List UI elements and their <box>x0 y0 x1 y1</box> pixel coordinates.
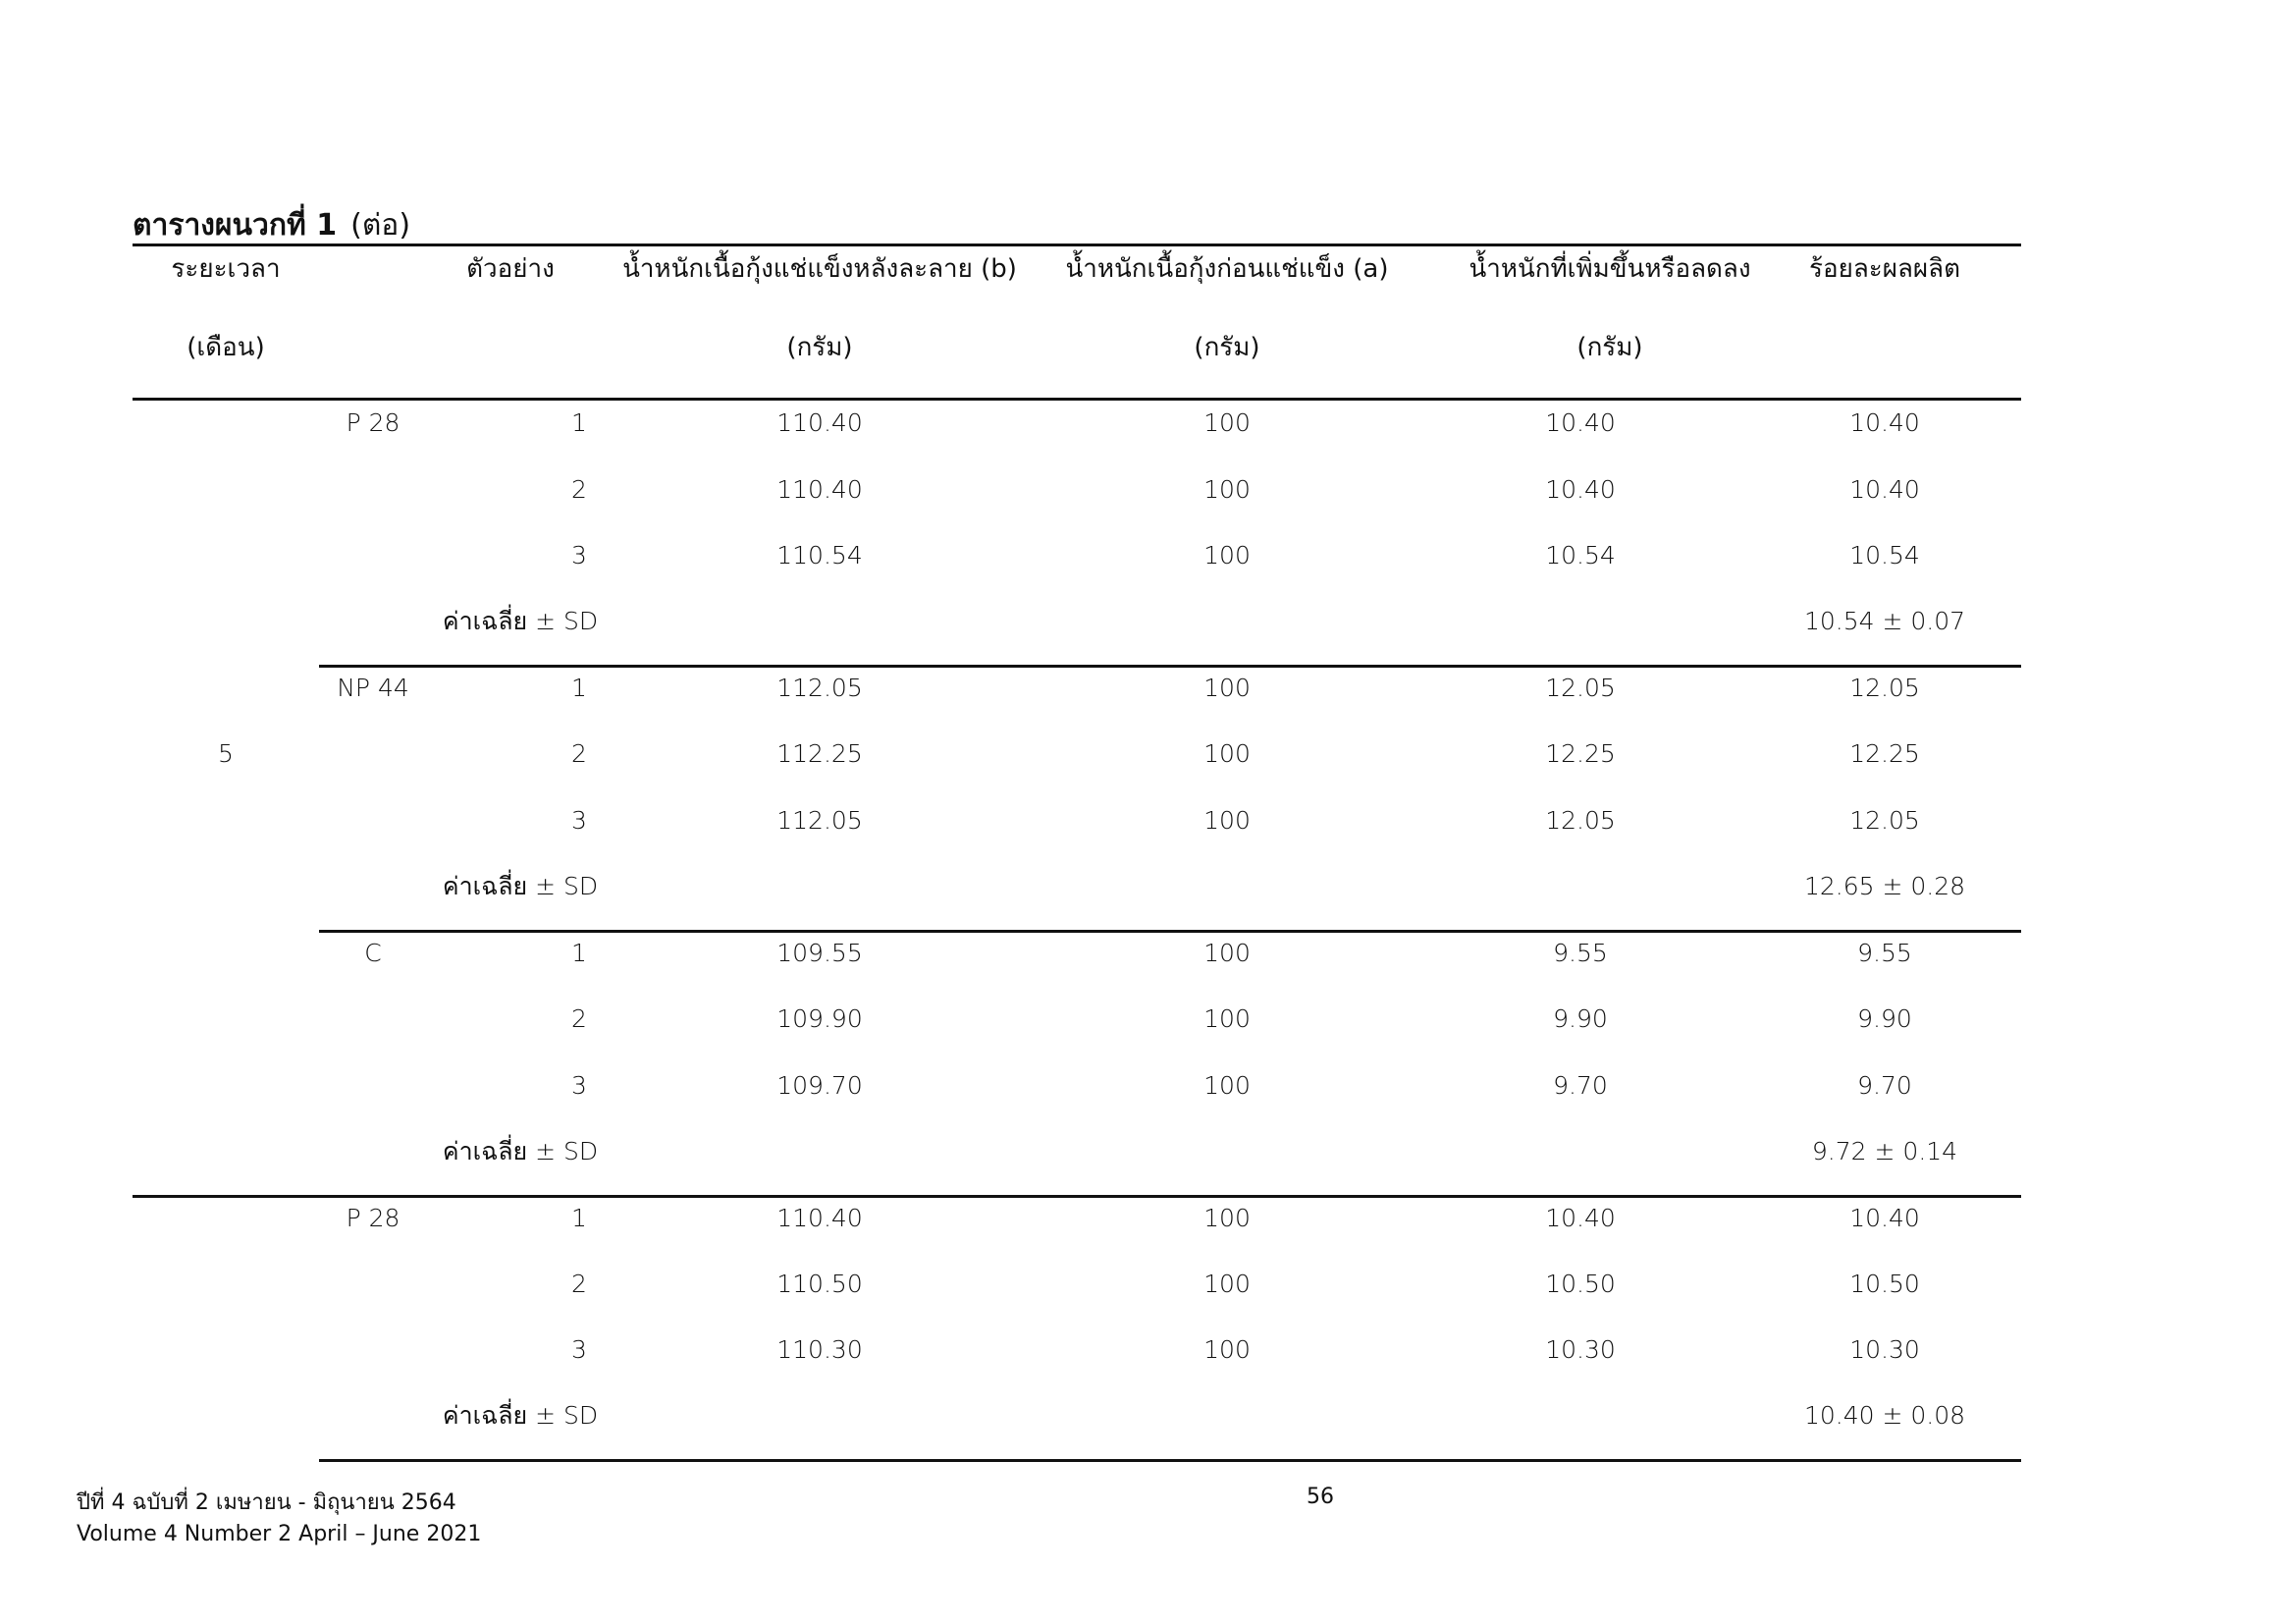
rep-number: 1 <box>571 408 587 437</box>
footer-issue-thai: ปีที่ 4 ฉบับที่ 2 เมษายน - มิถุนายน 2564 <box>77 1490 456 1515</box>
rep-number: 2 <box>571 1270 587 1298</box>
change-value: 12.25 <box>1545 739 1616 768</box>
after-thaw-value: 110.54 <box>776 541 863 569</box>
before-freeze-value: 100 <box>1203 1204 1251 1232</box>
before-freeze-value: 100 <box>1203 1335 1251 1364</box>
before-freeze-value: 100 <box>1203 408 1251 437</box>
rep-number: 3 <box>571 1335 587 1364</box>
change-value: 9.70 <box>1553 1071 1608 1100</box>
header-change-unit: (กรัม) <box>1576 333 1643 362</box>
after-thaw-value: 110.40 <box>776 1204 863 1232</box>
group-divider <box>319 930 2021 933</box>
before-freeze-value: 100 <box>1203 739 1251 768</box>
before-freeze-value: 100 <box>1203 674 1251 702</box>
header-period-unit: (เดือน) <box>187 333 265 362</box>
yield-value: 10.50 <box>1849 1270 1920 1298</box>
after-thaw-value: 109.90 <box>776 1004 863 1033</box>
before-freeze-value: 100 <box>1203 475 1251 504</box>
change-value: 10.40 <box>1545 1204 1616 1232</box>
before-freeze-value: 100 <box>1203 939 1251 967</box>
mean-value: 9.72 ± 0.14 <box>1811 1137 1958 1165</box>
header-after-thaw-unit: (กรัม) <box>786 333 853 362</box>
change-value: 9.90 <box>1553 1004 1608 1033</box>
mean-value: 10.54 ± 0.07 <box>1803 607 1966 635</box>
after-thaw-value: 109.55 <box>776 939 863 967</box>
header-change: น้ำหนักที่เพิ่มขึ้นหรือลดลง <box>1468 254 1751 284</box>
before-freeze-value: 100 <box>1203 1004 1251 1033</box>
change-value: 10.40 <box>1545 475 1616 504</box>
change-value: 12.05 <box>1545 806 1616 835</box>
group-divider <box>319 665 2021 668</box>
yield-value: 10.54 <box>1849 541 1920 569</box>
header-yield: ร้อยละผลผลิต <box>1809 254 1960 284</box>
table-bottom-rule <box>319 1459 2021 1462</box>
header-before-freeze: น้ำหนักเนื้อกุ้งก่อนแช่แข็ง (a) <box>1065 254 1389 284</box>
header-before-freeze-unit: (กรัม) <box>1194 333 1260 362</box>
after-thaw-value: 110.40 <box>776 408 863 437</box>
yield-value: 12.05 <box>1849 674 1920 702</box>
change-value: 12.05 <box>1545 674 1616 702</box>
after-thaw-value: 112.25 <box>776 739 863 768</box>
rep-number: 3 <box>571 1071 587 1100</box>
mean-label: ค่าเฉลี่ย ± SD <box>442 607 599 635</box>
caption-continued: (ต่อ) <box>350 208 411 243</box>
mean-label: ค่าเฉลี่ย ± SD <box>442 1137 599 1165</box>
before-freeze-value: 100 <box>1203 1270 1251 1298</box>
mean-label: ค่าเฉลี่ย ± SD <box>442 872 599 900</box>
group-name: NP 44 <box>337 674 409 702</box>
yield-value: 10.30 <box>1849 1335 1920 1364</box>
yield-value: 9.70 <box>1857 1071 1912 1100</box>
yield-value: 9.55 <box>1857 939 1912 967</box>
header-after-thaw: น้ำหนักเนื้อกุ้งแช่แข็งหลังละลาย (b) <box>622 254 1017 284</box>
change-value: 10.40 <box>1545 408 1616 437</box>
after-thaw-value: 109.70 <box>776 1071 863 1100</box>
rep-number: 2 <box>571 739 587 768</box>
rep-number: 1 <box>571 939 587 967</box>
group-name: C <box>364 939 382 967</box>
header-bottom-rule <box>133 398 2021 401</box>
yield-value: 10.40 <box>1849 475 1920 504</box>
change-value: 10.54 <box>1545 541 1616 569</box>
rep-number: 1 <box>571 674 587 702</box>
mean-label: ค่าเฉลี่ย ± SD <box>442 1401 599 1430</box>
header-period: ระยะเวลา <box>171 254 281 284</box>
page-number: 56 <box>1307 1485 1334 1509</box>
table-top-rule <box>133 244 2021 246</box>
caption-title: ตารางผนวกที่ 1 <box>133 208 338 243</box>
change-value: 10.50 <box>1545 1270 1616 1298</box>
rep-number: 2 <box>571 475 587 504</box>
yield-value: 12.05 <box>1849 806 1920 835</box>
header-sample: ตัวอย่าง <box>466 254 555 284</box>
after-thaw-value: 110.30 <box>776 1335 863 1364</box>
rep-number: 3 <box>571 806 587 835</box>
group-name: P 28 <box>346 1204 400 1232</box>
yield-value: 9.90 <box>1857 1004 1912 1033</box>
yield-value: 12.25 <box>1849 739 1920 768</box>
after-thaw-value: 112.05 <box>776 806 863 835</box>
after-thaw-value: 110.40 <box>776 475 863 504</box>
rep-number: 3 <box>571 541 587 569</box>
group-name: P 28 <box>346 408 400 437</box>
yield-value: 10.40 <box>1849 408 1920 437</box>
period-value: 5 <box>218 739 234 768</box>
after-thaw-value: 110.50 <box>776 1270 863 1298</box>
before-freeze-value: 100 <box>1203 806 1251 835</box>
period-divider <box>133 1195 2021 1198</box>
before-freeze-value: 100 <box>1203 1071 1251 1100</box>
change-value: 9.55 <box>1553 939 1608 967</box>
table-caption <box>133 202 410 248</box>
rep-number: 2 <box>571 1004 587 1033</box>
yield-value: 10.40 <box>1849 1204 1920 1232</box>
change-value: 10.30 <box>1545 1335 1616 1364</box>
mean-value: 12.65 ± 0.28 <box>1803 872 1966 900</box>
before-freeze-value: 100 <box>1203 541 1251 569</box>
mean-value: 10.40 ± 0.08 <box>1803 1401 1966 1430</box>
rep-number: 1 <box>571 1204 587 1232</box>
after-thaw-value: 112.05 <box>776 674 863 702</box>
footer-issue-english: Volume 4 Number 2 April – June 2021 <box>77 1522 482 1546</box>
